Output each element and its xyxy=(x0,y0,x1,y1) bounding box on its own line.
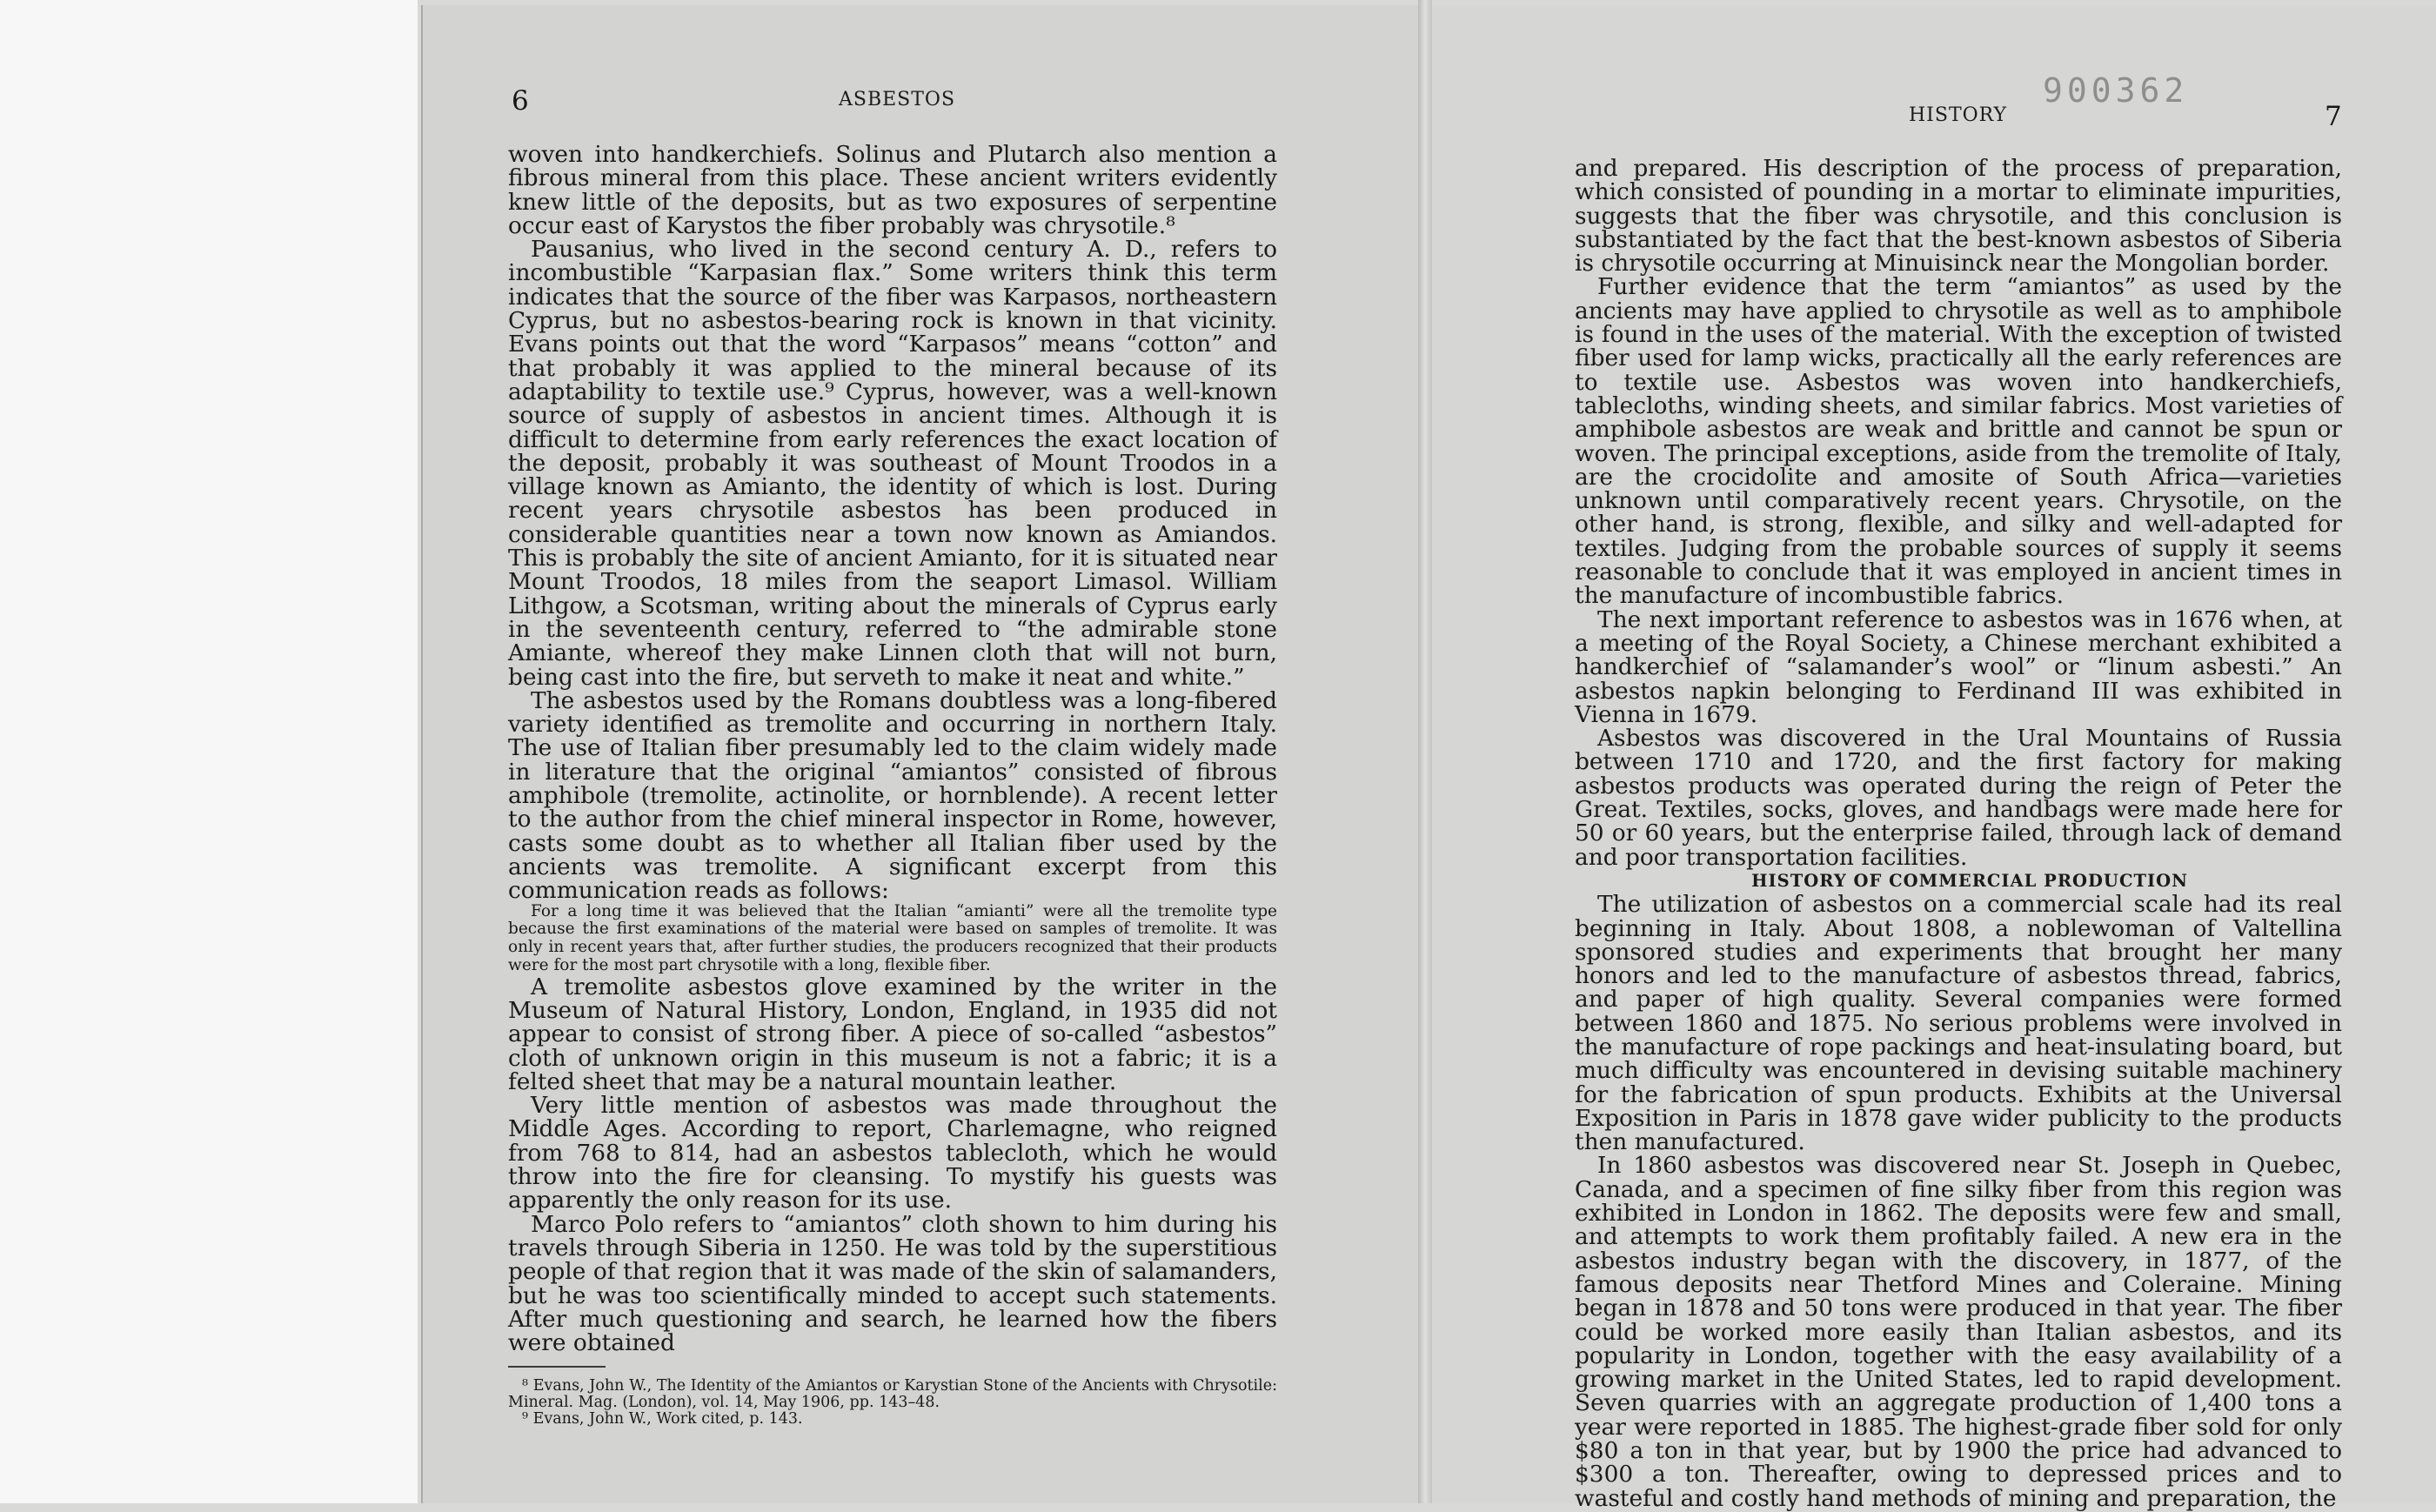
section-heading: HISTORY OF COMMERCIAL PRODUCTION xyxy=(1751,870,2188,891)
footnote-9: ⁹ Evans, John W., Work cited, p. 143. xyxy=(522,1410,803,1428)
left-paragraph-1: woven into handkerchiefs. Solinus and Plutarch also mention a fibrous mineral from this place. These ancient writers evidently knew little of the deposits, but as two exposures of serpentine occur east of Karystos the fiber probably was chrysotile.⁸ xyxy=(508,141,1277,239)
right-page-body xyxy=(1575,157,2342,1510)
left-running-header: ASBESTOS xyxy=(839,89,956,110)
footnote-rule xyxy=(508,1366,606,1368)
left-paragraph-5: Very little mention of asbestos was made throughout the Middle Ages. According to report, Charlemagne, who reigned from 768 to 814, had an asbestos tablecloth, which he would throw into the fire for cleansing. To mystify his guests was apparently the only reason for its use. xyxy=(508,1092,1277,1214)
right-page-number: 7 xyxy=(2325,101,2342,132)
archive-stamp-number: 900362 xyxy=(2043,71,2189,110)
footnote-8: ⁸ Evans, John W., The Identity of the Amiantos or Karystian Stone of the Ancients with Chrysotile: Mineral. Mag. (London), vol. 14, May 1906, pp. 143–48. xyxy=(508,1377,1277,1411)
right-paragraph-6: In 1860 asbestos was discovered near St. Joseph in Quebec, Canada, and a specimen of fine silky fiber from this region was exhibited in London in 1862. The deposits were few and small, and attempts to work them profitably failed. A new era in the asbestos industry began with the discovery, in 1877, of the famous deposits near Thetford Mines and Coleraine. Mining began in 1878 and 50 tons were produced in that year. The fiber could be worked more easily than Italian asbestos, and its popularity in London, together with the easy availability of a growing market in the United States, led to rapid development. Seven quarries with an aggregate production of 1,400 tons a year were reported in 1885. The highest-grade fiber sold for only $80 a ton in that year, but by 1900 the price had advanced to $300 a ton. Thereafter, owing to depressed prices and to wasteful and costly hand methods of mining and preparation, the xyxy=(1575,1152,2342,1512)
right-running-header: HISTORY xyxy=(1909,104,2008,126)
book-gutter xyxy=(1418,0,1432,1503)
right-paragraph-5: The utilization of asbestos on a commercial scale had its real beginning in Italy. About 1808, a noblewoman of Valtellina sponsored studies and experiments that brought her many honors and led to the manufacture of asbestos thread, fabrics, and paper of high quality. Several companies were formed between 1860 and 1875. No serious problems were involved in the manufacture of rope packings and heat-insulating board, but much difficulty was encountered in devising suitable machinery for the fabrication of spun products. Exhibits at the Universal Exposition in Paris in 1878 gave wider publicity to the products then manufactured. xyxy=(1575,891,2342,1156)
block-quote: For a long time it was believed that the Italian “amianti” were all the tremolite type because the first examinations of the material were based on samples of tremolite. It was only in recent years that, after further studies, the producers recognized that their products were for the most part chrysotile with a long, flexible fiber. xyxy=(508,901,1277,974)
right-paragraph-1: and prepared. His description of the process of preparation, which consisted of pounding in a mortar to eliminate impurities, suggests that the fiber was chrysotile, and this conclusion is substantiated by the fact that the best-known asbestos of Siberia is chrysotile occurring at Minuisinck near the Mongolian border. xyxy=(1575,155,2342,278)
scan-margin xyxy=(0,0,418,1503)
right-paragraph-3: The next important reference to asbestos was in 1676 when, at a meeting of the Royal Society, a Chinese merchant exhibited a handkerchief of “salamander’s wool” or “linum asbesti.” An asbestos napkin belonging to Ferdinand III was exhibited in Vienna in 1679. xyxy=(1575,605,2342,728)
left-page-number: 6 xyxy=(512,85,529,117)
footnotes xyxy=(508,1378,1277,1428)
right-paragraph-2: Further evidence that the term “amiantos” as used by the ancients may have applied to chrysotile as well as to amphibole is found in the uses of the material. With the exception of twisted fiber used for lamp wicks, practically all the early references are to textile use. Asbestos was woven into handkerchiefs, tablecloths, winding sheets, and similar fabrics. Most varieties of amphibole asbestos are weak and brittle and cannot be spun or woven. The principal exceptions, aside from the tremolite of Italy, are the crocidolite and amosite of South Africa—varieties unknown until comparatively recent years. Chrysotile, on the other hand, is strong, flexible, and silky and well-adapted for textiles. Judging from the probable sources of supply it seems reasonable to conclude that it was employed in ancient times in the manufacture of incombustible fabrics. xyxy=(1575,273,2342,610)
left-page-body xyxy=(508,143,1277,1355)
left-paragraph-2: Pausanius, who lived in the second century A. D., refers to incombustible “Karpasian flax.” Some writers think this term indicates that the source of the fiber was Karpasos, northeastern Cyprus, but no asbestos-bearing rock is known in that vicinity. Evans points out that the word “Karpasos” means “cotton” and that probably it was applied to the mineral because of its adaptability to textile use.⁹ Cyprus, however, was a well-known source of supply of asbestos in ancient times. Although it is difficult to determine from early references the exact location of the deposit, probably it was southeast of Mount Troodos in a village known as Amianto, the identity of which is lost. During recent years chrysotile asbestos has been produced in considerable quantities near a town now known as Amiandos. This is probably the site of ancient Amianto, for it is situated near Mount Troodos, 18 miles from the seaport Limasol. William Lithgow, a Scotsman, writing about the minerals of Cyprus early in the seventeenth century, referred to “the admirable stone Amiante, whereof they make Linnen cloth that will not burn, being cast into the fire, but serveth to make it neat and white.” xyxy=(508,236,1277,691)
left-paragraph-6: Marco Polo refers to “amiantos” cloth shown to him during his travels through Siberia in 1250. He was told by the superstitious people of that region that it was made of the skin of salamanders, but he was too scientifically minded to accept such statements. After much questioning and search, he learned how the fibers were obtained xyxy=(508,1210,1277,1357)
left-paragraph-3: The asbestos used by the Romans doubtless was a long-fibered variety identified as tremolite and occurring in northern Italy. The use of Italian fiber presumably led to the claim widely made in literature that the original “amiantos” consisted of fibrous amphibole (tremolite, actinolite, or hornblende). A recent letter to the author from the chief mineral inspector in Rome, however, casts some doubt as to whether all Italian fiber used by the ancients was tremolite. A significant excerpt from this communication reads as follows: xyxy=(508,686,1277,905)
left-paragraph-4: A tremolite asbestos glove examined by the writer in the Museum of Natural History, London, England, in 1935 did not appear to consist of strong fiber. A piece of so-called “asbestos” cloth of unknown origin in this museum is not a fabric; it is a felted sheet that may be a natural mountain leather. xyxy=(508,973,1277,1095)
right-paragraph-4: Asbestos was discovered in the Ural Mountains of Russia between 1710 and 1720, and the first factory for making asbestos products was operated during the reign of Peter the Great. Textiles, socks, gloves, and handbags were made here for 50 or 60 years, but the enterprise failed, through lack of demand and poor transportation facilities. xyxy=(1575,725,2342,871)
